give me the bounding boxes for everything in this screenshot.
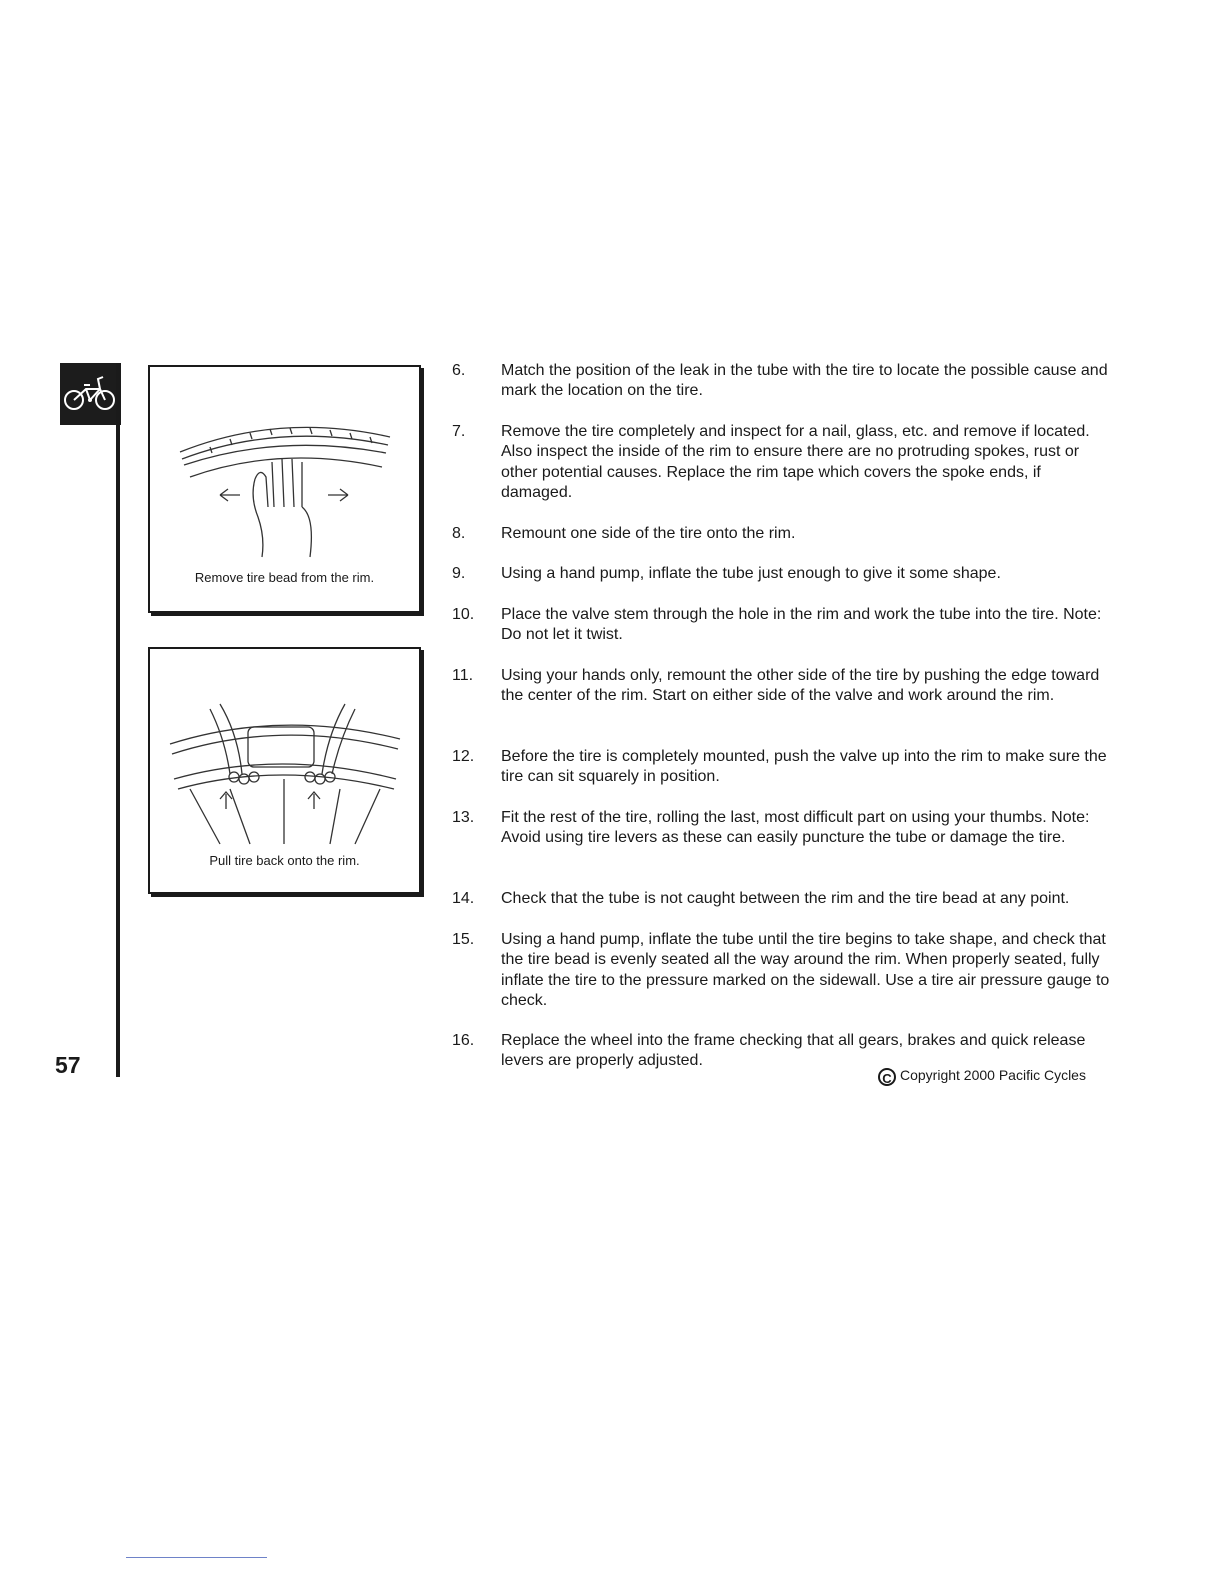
step-number: 9. (452, 565, 466, 582)
copyright-icon: C (878, 1068, 896, 1086)
margin-rule (116, 363, 120, 1077)
step-text: Fit the rest of the tire, rolling the last, most difficult part on using your thumbs. Note: Avoid using tire levers as these can easily puncture the tube or damage the tire. (501, 809, 1090, 847)
copyright-notice (878, 1067, 1086, 1086)
section-tab (60, 363, 121, 425)
step-text: Using a hand pump, inflate the tube just enough to give it some shape. (501, 565, 1001, 582)
step-number: 7. (452, 423, 466, 440)
footer-rule (126, 1557, 267, 1558)
step-number: 13. (452, 809, 475, 826)
hands-mounting-tire-illustration (150, 649, 419, 849)
figure-remove-tire (148, 365, 421, 613)
step-number: 6. (452, 362, 466, 379)
step-number: 14. (452, 890, 475, 907)
step-number: 15. (452, 931, 475, 948)
step-text: Match the position of the leak in the tube with the tire to locate the possible cause and mark the location on the tire. (501, 362, 1108, 400)
bicycle-icon (60, 363, 121, 425)
step-text: Replace the wheel into the frame checking that all gears, brakes and quick release levers are properly adjusted. (501, 1032, 1086, 1070)
figure-caption: Remove tire bead from the rim. (194, 570, 375, 585)
step-number: 10. (452, 606, 475, 623)
step-text: Before the tire is completely mounted, push the valve up into the rim to make sure the tire can sit squarely in position. (501, 748, 1107, 786)
hand-removing-tire-illustration (150, 367, 419, 567)
step-text: Remount one side of the tire onto the rim. (501, 525, 796, 542)
page-number: 57 (55, 1052, 81, 1078)
step-text: Remove the tire completely and inspect for a nail, glass, etc. and remove if located. Also inspect the inside of the rim to ensure there are no protruding spokes, rust or other potential causes. Replace the rim tape which covers the spoke ends, if damaged. (501, 423, 1090, 501)
step-number: 11. (452, 667, 474, 684)
copyright-text: Copyright 2000 Pacific Cycles (900, 1067, 1086, 1083)
figure-caption: Pull tire back onto the rim. (209, 853, 360, 868)
step-text: Using a hand pump, inflate the tube until the tire begins to take shape, and check that the tire bead is evenly seated all the way around the rim. When properly seated, fully inflate the tire to the pressure marked on the sidewall. Use a tire air pressure gauge to check. (501, 931, 1110, 1009)
step-text: Place the valve stem through the hole in the rim and work the tube into the tire. Note: Do not let it twist. (501, 606, 1102, 644)
step-text: Using your hands only, remount the other side of the tire by pushing the edge toward the center of the rim. Start on either side of the valve and work around the rim. (501, 667, 1100, 705)
step-text: Check that the tube is not caught between the rim and the tire bead at any point. (501, 890, 1070, 907)
step-number: 8. (452, 525, 466, 542)
figure-mount-tire (148, 647, 421, 894)
step-number: 16. (452, 1032, 475, 1049)
step-number: 12. (452, 748, 475, 765)
